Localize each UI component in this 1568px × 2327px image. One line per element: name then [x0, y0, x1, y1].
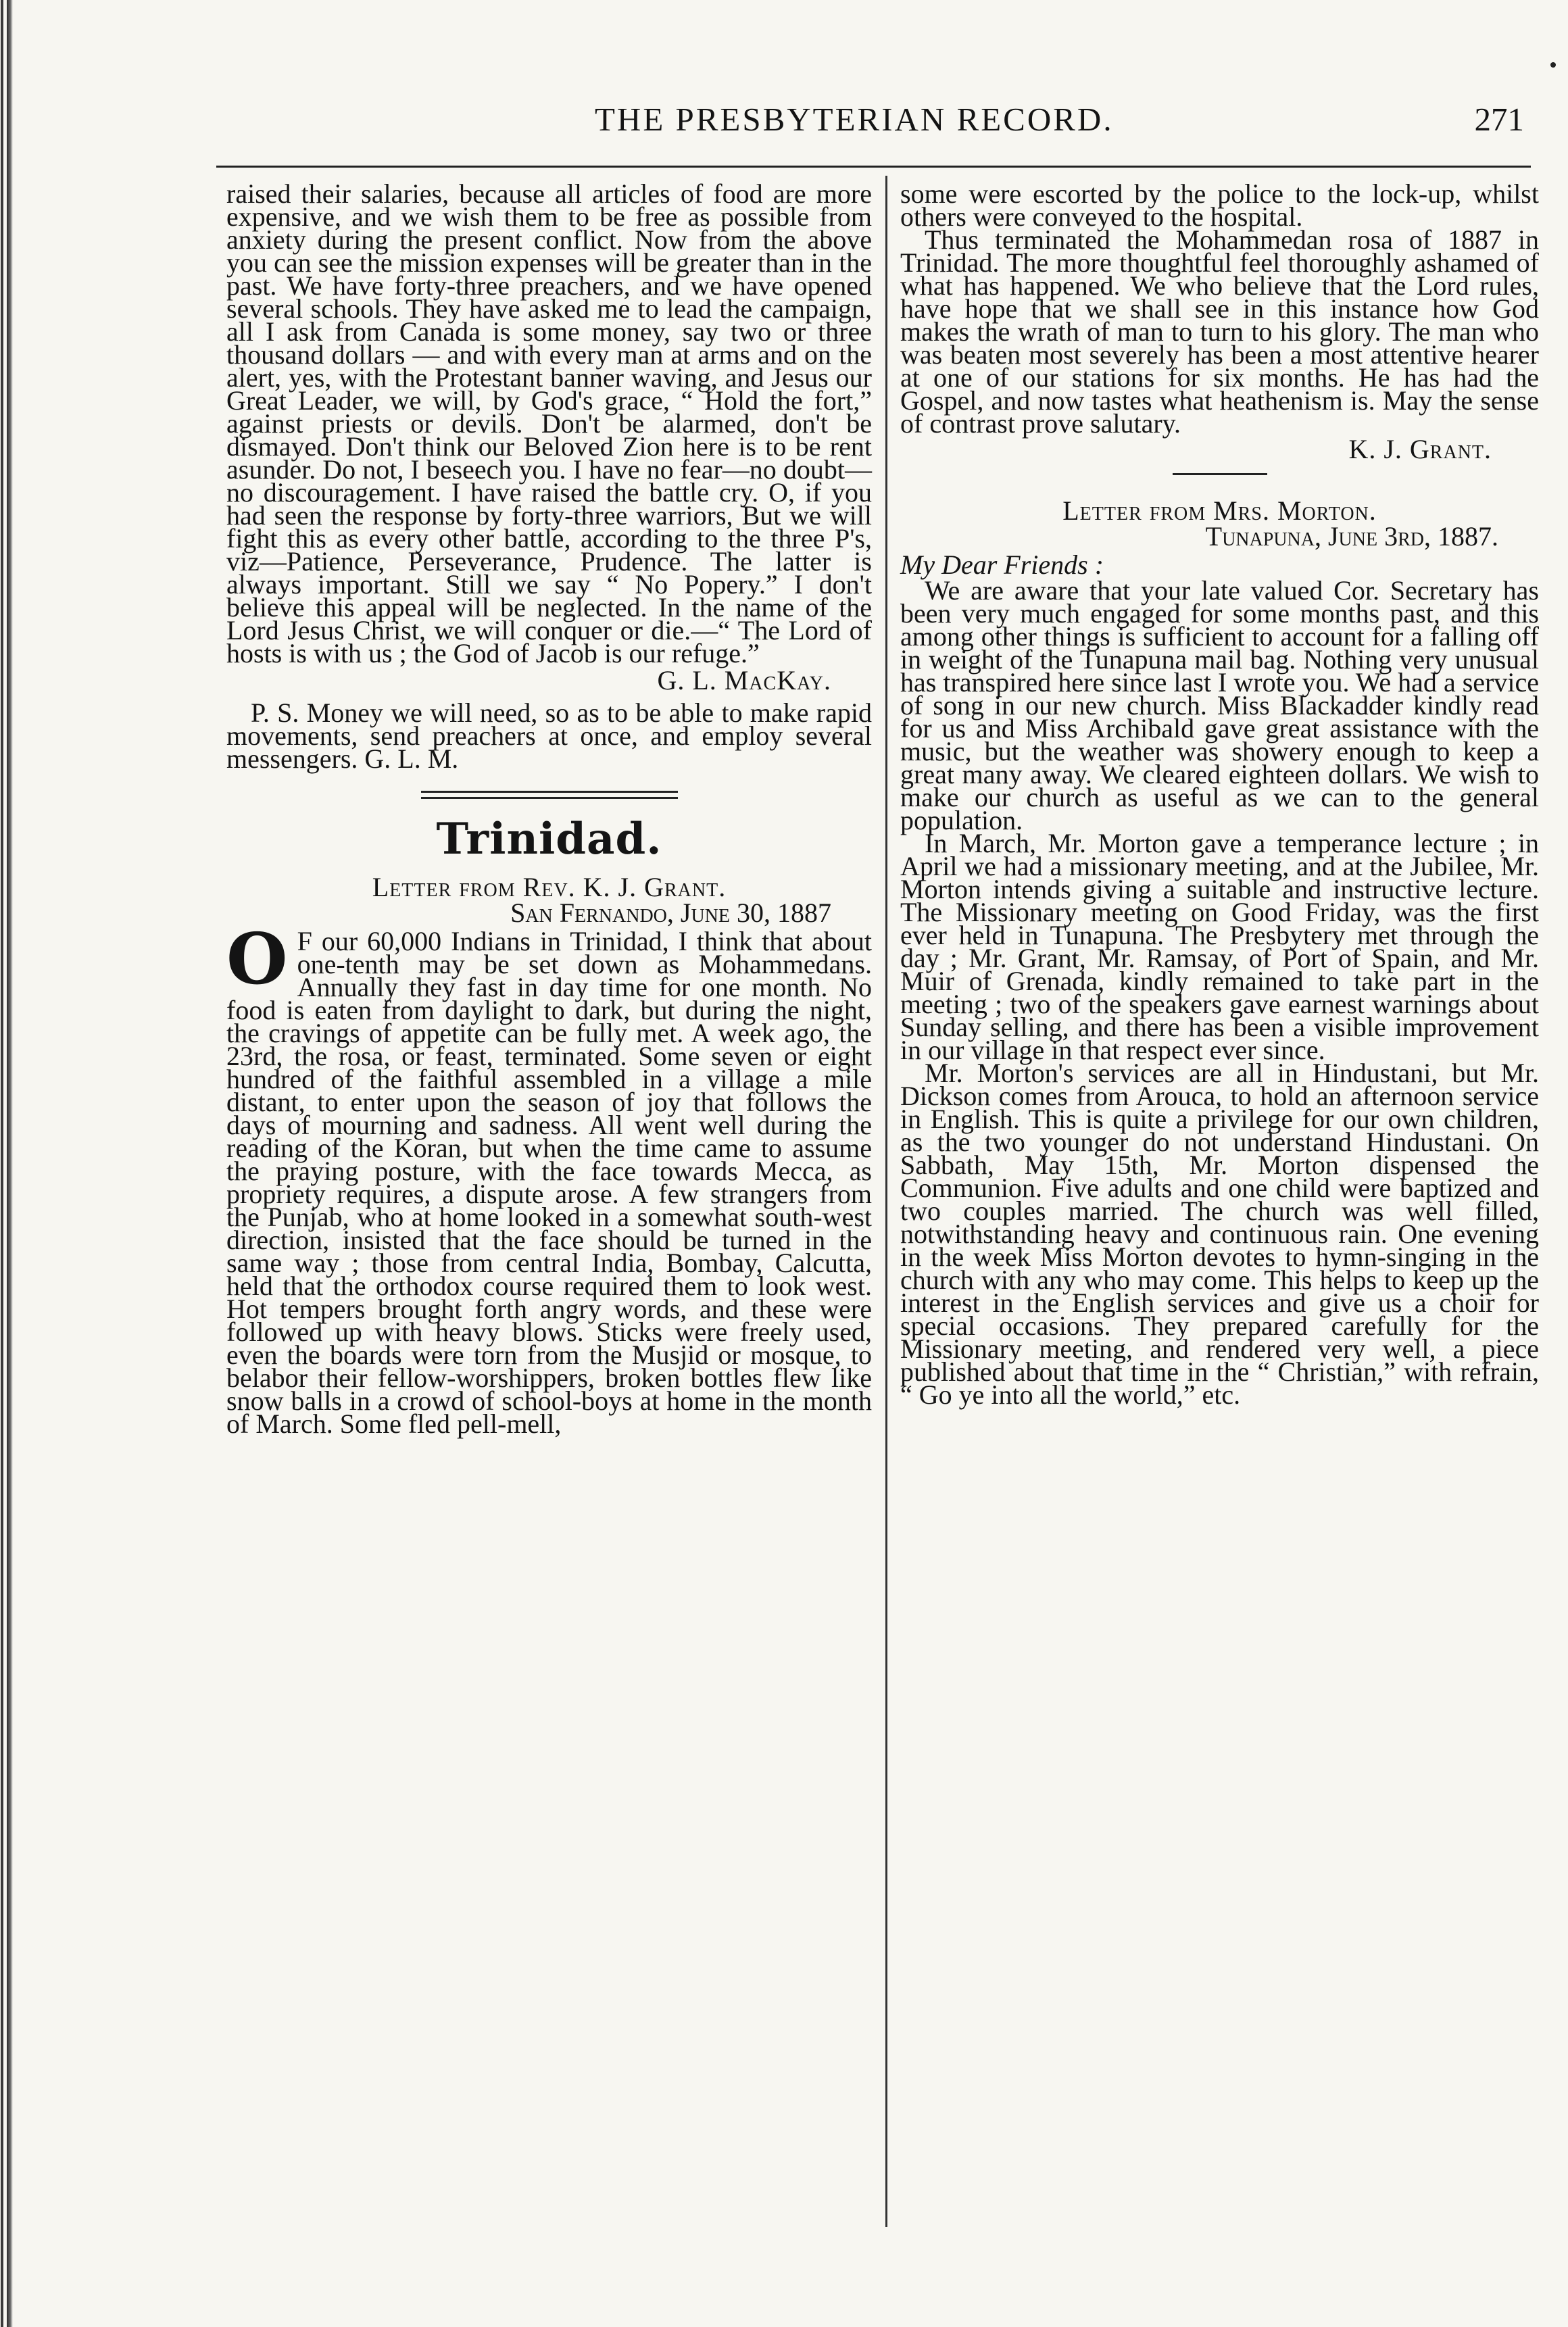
paragraph-services: Mr. Morton's services are all in Hindustani, but Mr. Dickson comes from Arouca, to hold an afternoon service in English. This is quite a privilege for our own children, as the two younger do not understand Hindustani. On Sabbath, May 15th, Mr. Morton dispensed the Communion. Five adults and one child were baptized and two couples married. The church was well filled, notwithstanding heavy and continuous rain. One evening in the week Miss Morton devotes to hymn-singing in the church with any who may come. This helps to keep up the interest in the English services and give us a choir for special occasions. They prepared carefully for the Missionary meeting, and rendered very well, a piece published about that time in the “ Christian,” with refrain, “ Go ye into all the world,” etc. — [900, 1058, 1539, 1410]
header-rule — [216, 166, 1531, 168]
salutation: My Dear Friends : — [900, 549, 1104, 580]
continued-paragraph: raised their salaries, because all articles of food are more expensive, and we wish them to be free as possible from anxiety during the present conflict. Now from the above you can see the mission expenses will be greater than in the past. We have forty-three preachers, and we have opened several schools. They have asked me to lead the campaign, all I ask from Canada is some money, say two or three thousand dollars — and with every man at arms and on the alert, yes, with the Protestant banner waving, and Jesus our Great Leader, we will, by God's grace, “ Hold the fort,” against priests or devils. Don't be alarmed, don't be dismayed. Don't think our Beloved Zion here is to be rent asunder. Do not, I beseech you. I have no fear—no doubt—no discouragement. I have raised the battle cry. O, if you had seen the response by forty-three warriors, But we will fight this as every other battle, according to the three P's, viz—Patience, Perseverance, Prudence. The latter is always important. Still we say “ No Popery.” I don't believe this appeal will be neglected. In the name of the Lord Jesus Christ, we will conquer or die.—“ The Lord of hosts is with us ; the God of Jacob is our refuge.” — [226, 178, 872, 668]
ink-dot — [1550, 62, 1556, 68]
drop-cap: O — [226, 917, 288, 1000]
letter-title-morton: Letter from Mrs. Morton. — [1062, 495, 1377, 526]
column-divider — [885, 176, 887, 2227]
section-title-trinidad: Trinidad. — [436, 814, 662, 864]
postscript: P. S. Money we will need, so as to be able to make rapid movements, send preachers at once, and employ several messengers. G. L. M. — [226, 697, 872, 774]
paragraph-meetings: In March, Mr. Morton gave a temperance lecture ; in April we had a missionary meeting, and at the Jubilee, Mr. Morton intends giving a suitable and instructive lecture. The Missionary meeting on Good Friday, was the first ever held in Tunapuna. The Presbytery met through the day ; Mr. Grant, Mr. Ramsay, of Port of Spain, and Mr. Muir of Grenada, kindly remained to take part in the meeting ; two of the speakers gave earnest warnings about Sunday selling, and there has been a visible improvement in our village in that respect ever since. — [900, 828, 1539, 1065]
section-divider — [421, 791, 678, 799]
signature-mackay: G. L. MacKay. — [657, 665, 831, 695]
scan-binding-edge — [7, 0, 13, 2327]
right-column — [900, 178, 1539, 1410]
left-column — [226, 178, 872, 1439]
publication-title: THE PRESBYTERIAN RECORD. — [595, 101, 1114, 138]
short-divider — [1173, 473, 1267, 475]
page-number: 271 — [1474, 101, 1524, 138]
paragraph-rosa: Thus terminated the Mohammedan rosa of 1887 in Trinidad. The more thoughtful feel thoroughly ashamed of what has happened. We who believe that the Lord rules, have hope that we shall see in this instance how God makes the wrath of man to turn to his glory. The man who was beaten most severely has been a most attentive hearer at one of our stations for six months. He has had the Gospel, and now tastes what heathenism is. May the sense of contrast prove salutary. — [900, 224, 1539, 439]
letter-title-grant: Letter from Rev. K. J. Grant. — [372, 872, 727, 902]
dateline-san-fernando: San Fernando, June 30, 1887 — [510, 898, 831, 928]
page-header — [230, 100, 1548, 154]
paragraph-mail-bag: We are aware that your late valued Cor. Secretary has been very much engaged for some months past, and this among other things is sufficient to account for a falling off in weight of the Tunapuna mail bag. Nothing very unusual has transpired here since last I wrote you. We had a service of song in our new church. Miss Blackadder kindly read for us and Miss Archibald gave great assistance with the music, but the weather was showery enough to keep a great many away. We cleared eighteen dollars. We wish to make our church as useful as we can to the general population. — [900, 575, 1539, 835]
letter-body-text: F our 60,000 Indians in Trinidad, I think that about one-tenth may be set down as Mohammedans. Annually they fast in day time for one month. No food is eaten from daylight to dark, but during the night, the cravings of appetite can be fully met. A week ago, the 23rd, the rosa, or feast, terminated. Some seven or eight hundred of the faithful assembled in a village a mile distant, to enter upon the season of joy that follows the days of mourning and sadness. All went well during the reading of the Koran, but when the time came to assume the praying posture, with the face towards Mecca, as propriety requires, a dispute arose. A few strangers from the Punjab, who at home looked in a somewhat south-west direction, insisted that the face should be turned in the same way ; those from central India, Bombay, Calcutta, held that the orthodox course required them to look west. Hot tempers brought forth angry words, and these were followed up with heavy blows. Sticks were freely used, even the boards were torn from the Musjid or mosque, to belabor their fellow-worshippers, broken bottles flew like snow balls in a crowd of school-boys at home in the month of March. Some fled pell-mell, — [226, 926, 872, 1439]
scan-edge-shadow — [1, 0, 3, 2327]
continued-paragraph-right: some were escorted by the police to the lock-up, whilst others were conveyed to the hospital. — [900, 178, 1539, 232]
dateline-tunapuna: Tunapuna, June 3rd, 1887. — [1205, 521, 1498, 552]
signature-grant: K. J. Grant. — [1348, 434, 1492, 464]
letter-body-grant — [226, 917, 872, 1439]
